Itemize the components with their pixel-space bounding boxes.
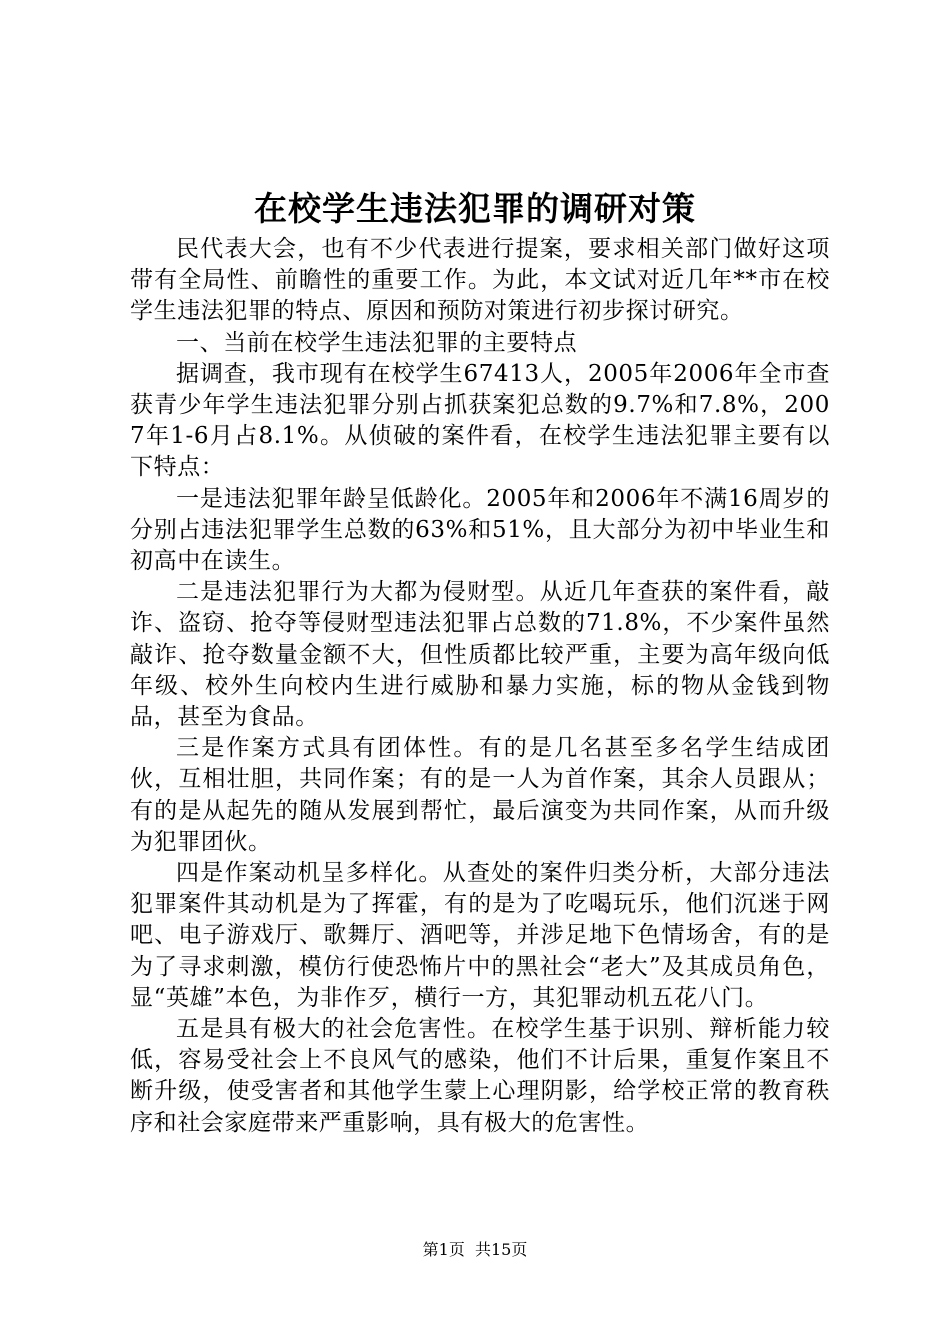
document-title: 在校学生违法犯罪的调研对策 bbox=[254, 189, 696, 228]
document-body bbox=[130, 234, 830, 1139]
paragraph-feature-3: 三是作案方式具有团体性。有的是几名甚至多名学生结成团伙，互相壮胆，共同作案；有的是一人为首作案，其余人员跟从；有的是从起先的随从发展到帮忙，最后演变为共同作案，从而升级为犯罪团伙。 bbox=[130, 735, 830, 855]
section-heading-1: 一、当前在校学生违法犯罪的主要特点 bbox=[176, 329, 578, 356]
paragraph-feature-2: 二是违法犯罪行为大都为侵财型。从近几年查获的案件看，敲诈、盗窃、抢夺等侵财型违法犯罪占总数的71.8%，不少案件虽然敲诈、抢夺数量金额不大，但性质都比较严重，主要为高年级向低年级、校外生向校内生进行威胁和暴力实施，标的物从金钱到物品，甚至为食品。 bbox=[130, 579, 830, 731]
page-number-label: 第1页 共15页 bbox=[422, 1240, 528, 1259]
paragraph-survey: 据调查，我市现有在校学生67413人，2005年2006年全市查获青少年学生违法犯罪分别占抓获案犯总数的9.7%和7.8%，2007年1-6月占8.1%。从侦破的案件看，在校学生违法犯罪主要有以下特点： bbox=[130, 360, 830, 481]
paragraph-feature-4: 四是作案动机呈多样化。从查处的案件归类分析，大部分违法犯罪案件其动机是为了挥霍，有的是为了吃喝玩乐，他们沉迷于网吧、电子游戏厅、歌舞厅、酒吧等，并涉足地下色情场舍，有的是为了寻求刺激，模仿行使恐怖片中的黑社会“老大”及其成员角色，显“英雄”本色，为非作歹，横行一方，其犯罪动机五花八门。 bbox=[130, 860, 830, 1011]
paragraph-feature-5: 五是具有极大的社会危害性。在校学生基于识别、辩析能力较低，容易受社会上不良风气的感染，他们不计后果，重复作案且不断升级，使受害者和其他学生蒙上心理阴影，给学校正常的教育秩序和社会家庭带来严重影响，具有极大的危害性。 bbox=[130, 1016, 830, 1136]
page-footer bbox=[0, 1238, 950, 1262]
paragraph-intro: 民代表大会，也有不少代表进行提案，要求相关部门做好这项带有全局性、前瞻性的重要工作。为此，本文试对近几年**市在校学生违法犯罪的特点、原因和预防对策进行初步探讨研究。 bbox=[130, 236, 830, 325]
paragraph-feature-1: 一是违法犯罪年龄呈低龄化。2005年和2006年不满16周岁的分别占违法犯罪学生总数的63%和51%，且大部分为初中毕业生和初高中在读生。 bbox=[130, 485, 830, 575]
